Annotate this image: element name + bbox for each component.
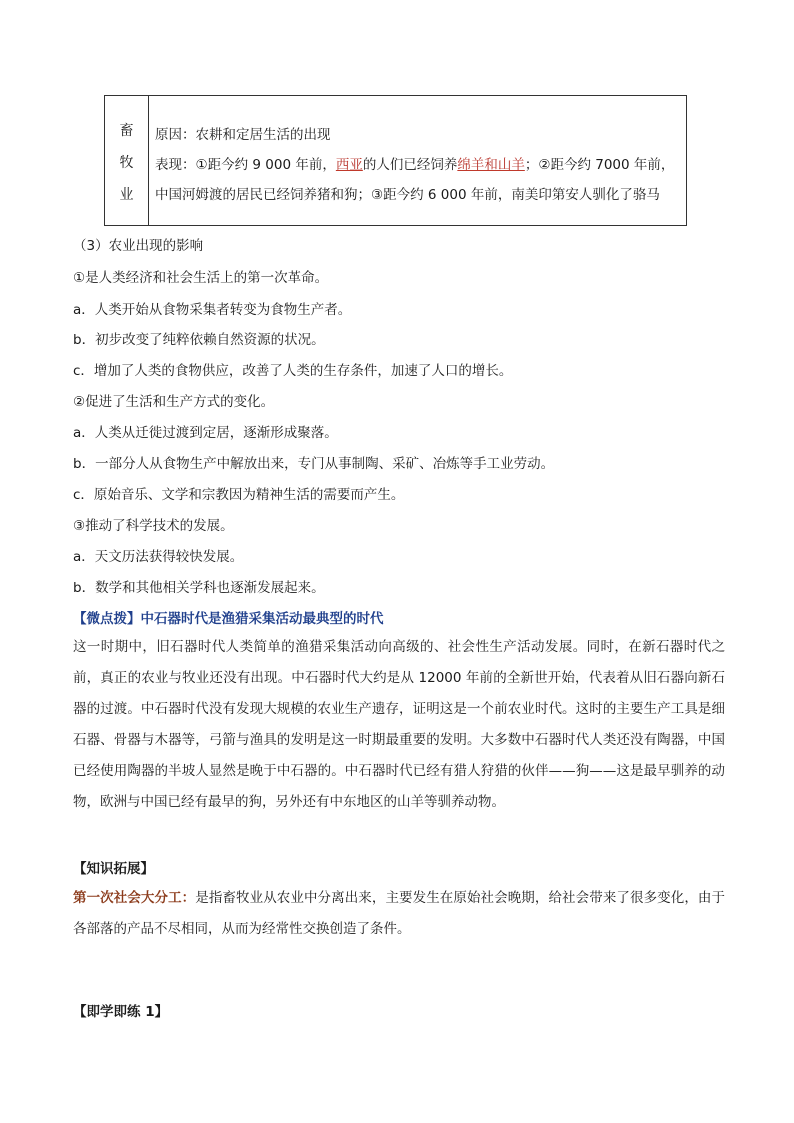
impact-point-3b: b．数学和其他相关学科也逐渐发展起来。 — [73, 580, 325, 596]
evidence-post: ；②距今约 7000 年前， — [524, 157, 675, 173]
knowledge-heading: 【知识拓展】 — [73, 861, 154, 877]
table-cell-content — [149, 96, 686, 225]
impact-point-1c: c．增加了人类的食物供应，改善了人类的生存条件，加速了人口的增长。 — [73, 363, 513, 379]
table-row-header — [105, 96, 149, 225]
table-line-cause: 原因：农耕和定居生活的出现 — [155, 127, 331, 143]
impact-point-1a: a．人类开始从食物采集者转变为食物生产者。 — [73, 302, 352, 318]
knowledge-paragraph — [73, 883, 725, 945]
knowledge-body: 是指畜牧业从农业中分离出来，主要发生在原始社会晚期，给社会带来了很多变化，由于各部落的产品不尽相同，从而为经常性交换创造了条件。 — [73, 890, 725, 937]
impact-point-2b: b．一部分人从食物生产中解放出来，专门从事制陶、采矿、冶炼等手工业劳动。 — [73, 456, 555, 472]
place-west-asia: 西亚 — [335, 157, 363, 173]
evidence-mid: 的人们已经饲养 — [362, 157, 458, 173]
evidence-pre: 表现：①距今约 9 000 年前， — [155, 157, 336, 173]
impact-point-1b: b．初步改变了纯粹依赖自然资源的状况。 — [73, 332, 325, 348]
table-line-evidence-cont: 中国河姆渡的居民已经饲养猪和狗；③距今约 6 000 年前，南美印第安人驯化了骆马 — [155, 187, 660, 203]
impact-point-2c: c．原始音乐、文学和宗教因为精神生活的需要而产生。 — [73, 487, 405, 503]
knowledge-term: 第一次社会大分工： — [73, 890, 196, 906]
tip-heading: 【微点拨】中石器时代是渔猎采集活动最典型的时代 — [73, 611, 384, 627]
table-line-evidence — [155, 150, 680, 180]
impact-heading: （3）农业出现的影响 — [73, 238, 204, 254]
practice-heading: 【即学即练 1】 — [73, 1004, 169, 1020]
header-char-1: 畜 — [119, 122, 134, 139]
impact-point-2: ②促进了生活和生产方式的变化。 — [73, 394, 275, 410]
livestock-table — [104, 95, 687, 226]
tip-body: 这一时期中，旧石器时代人类简单的渔猎采集活动向高级的、社会性生产活动发展。同时，在新石器时代之前，真正的农业与牧业还没有出现。中石器时代大约是从 12000 年前的全新世开始，代表着从旧石器向新石器的过渡。中石器时代没有发现大规模的农业生产遗存，证明这是一个前农业时代。这时的主要生产工具是细石器、骨器与木器等，弓箭与渔具的发明是这一时期最重要的发明。大多数中石器时代人类还没有陶器，中国已经使用陶器的半坡人显然是晚于中石器的。中石器时代已经有猎人狩猎的伙伴——狗——这是最早驯养的动物，欧洲与中国已经有最早的狗，另外还有中东地区的山羊等驯养动物。 — [73, 639, 725, 810]
impact-point-3a: a．天文历法获得较快发展。 — [73, 549, 244, 565]
header-char-2: 牧 — [119, 154, 134, 171]
header-char-3: 业 — [119, 186, 134, 203]
impact-point-3: ③推动了科学技术的发展。 — [73, 518, 234, 534]
animals-sheep-goats: 绵羊和山羊 — [457, 157, 525, 173]
impact-point-2a: a．人类从迁徙过渡到定居，逐渐形成聚落。 — [73, 425, 338, 441]
impact-point-1: ①是人类经济和社会生活上的第一次革命。 — [73, 270, 329, 286]
